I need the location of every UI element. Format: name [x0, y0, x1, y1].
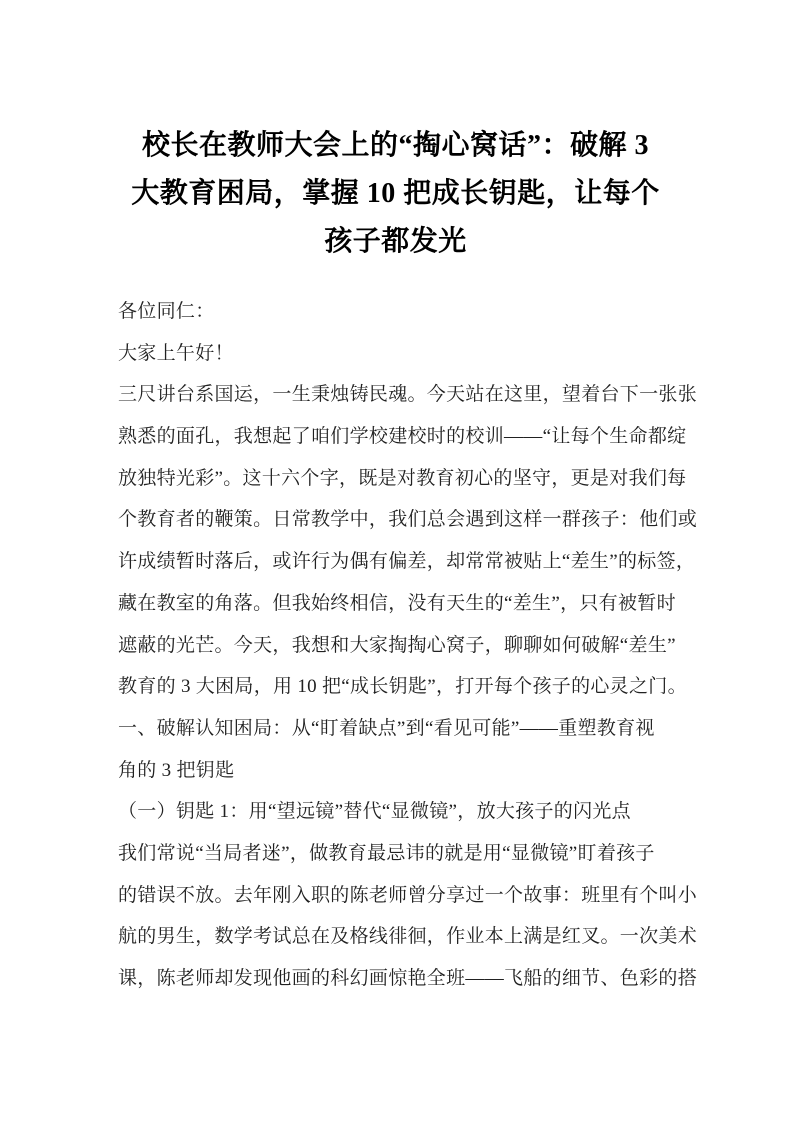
body-line-8: 藏在教室的角落。但我始终相信，没有天生的“差生”，只有被暂时 [118, 592, 676, 614]
title-line-2: 大教育困局，掌握 10 把成长钥匙，让每个 [131, 178, 660, 209]
body-line-16: 航的男生，数学考试总在及格线徘徊，作业本上满是红叉。一次美术 [118, 926, 698, 948]
body-line-6: 个教育者的鞭策。日常教学中，我们总会遇到这样一群孩子：他们或 [118, 509, 698, 531]
body-line-7: 许成绩暂时落后，或许行为偶有偏差，却常常被贴上“差生”的标签， [118, 551, 696, 573]
document-title [118, 122, 673, 266]
body-line-salutation: 大家上午好！ [118, 342, 234, 364]
title-line-3: 孩子都发光 [324, 226, 467, 257]
body-line-10: 教育的 3 大困局，用 10 把“成长钥匙”，打开每个孩子的心灵之门。 [118, 676, 687, 698]
body-line-17: 课，陈老师却发现他画的科幻画惊艳全班——飞船的细节、色彩的搭 [118, 968, 698, 989]
body-line-section-heading-2: 角的 3 把钥匙 [118, 759, 235, 781]
body-line-14: 我们常说“当局者迷”，做教育最忌讳的就是用“显微镜”盯着孩子 [118, 842, 655, 864]
body-line-15: 的错误不放。去年刚入职的陈老师曾分享过一个故事：班里有个叫小 [118, 884, 698, 906]
body-line-greeting: 各位同仁： [118, 301, 215, 322]
title-line-1: 校长在教师大会上的“掏心窝话”：破解 3 [141, 130, 649, 161]
body-line-9: 遮蔽的光芒。今天，我想和大家掏掏心窝子，聊聊如何破解“差生” [118, 634, 676, 656]
document-body [118, 291, 698, 1000]
body-line-4: 熟悉的面孔，我想起了咱们学校建校时的校训——“让每个生命都绽 [118, 426, 687, 448]
body-line-3: 三尺讲台系国运，一生秉烛铸民魂。今天站在这里，望着台下一张张 [118, 384, 698, 406]
body-line-section-heading-1: 一、破解认知困局：从“盯着缺点”到“看见可能”——重塑教育视 [118, 717, 655, 739]
body-line-5: 放独特光彩”。这十六个字，既是对教育初心的坚守，更是对我们每 [118, 467, 687, 489]
body-line-subheading-key1: （一）钥匙 1：用“望远镜”替代“显微镜”，放大孩子的闪光点 [118, 801, 631, 823]
